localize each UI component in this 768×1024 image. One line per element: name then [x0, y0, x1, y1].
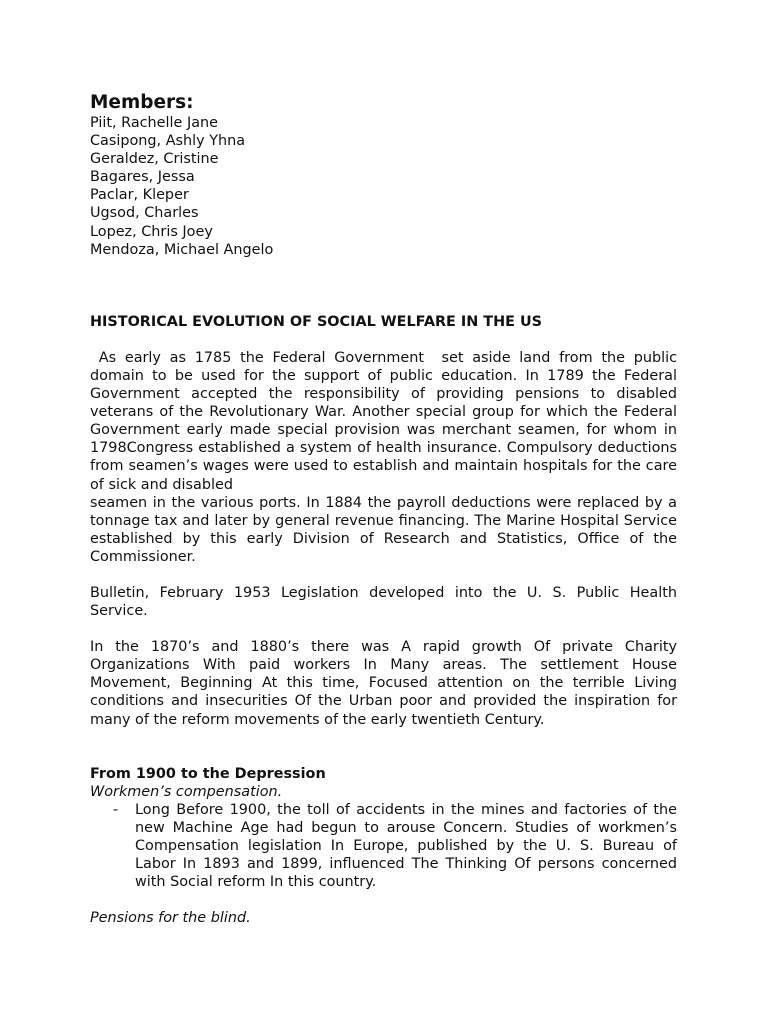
section-title-1900-depression: From 1900 to the Depression [90, 765, 326, 782]
member-name: Bagares, Jessa [90, 169, 195, 186]
member-name: Mendoza, Michael Angelo [90, 241, 274, 258]
paragraph-seamen-ports: seamen in the various ports. In 1884 the payroll deductions were replaced by a tonnage tax and later by general revenue financing. The Marine Hospital Service established by this early Division of Research and Statistics, Office of the Commissioner. [90, 494, 677, 565]
members-heading: Members: [90, 92, 194, 113]
subheading-pensions-blind: Pensions for the blind. [90, 910, 251, 927]
subheading-workmens-compensation: Workmen’s compensation. [90, 783, 283, 800]
member-name: Ugsod, Charles [90, 205, 199, 222]
paragraph-charity-organizations: In the 1870’s and 1880’s there was A rapid growth Of private Charity Organizations With paid workers In Many areas. The settlement House Movement, Beginning At this time, Focused attention on the terrible Living conditions and insecurities Of the Urban poor and provided the inspiration for many of the reform movements of the early twentieth Century. [90, 639, 677, 728]
members-list [90, 114, 677, 259]
member-name: Casipong, Ashly Yhna [90, 133, 246, 150]
bullet-dash: - [113, 801, 119, 818]
member-name: Geraldez, Cristine [90, 151, 219, 168]
bullet-text: Long Before 1900, the toll of accidents in the mines and factories of the new Machine Age had begun to arouse Concern. Studies of workmen’s Compensation legislation In Europe, published by the U. S. Bureau of Labor In 1893 and 1899, influenced The Thinking Of persons concerned with Social reform In this country. [135, 801, 677, 891]
bullet-item [90, 801, 677, 891]
document-page [90, 92, 682, 927]
paragraph-early-federal: As early as 1785 the Federal Government set aside land from the public domain to be used for the support of public education. In 1789 the Federal Government accepted the responsibility of providing pensions to disabled veterans of the Revolutionary War. Another special group for which the Federal Government early made special provision was merchant seamen, for whom in 1798Congress established a system of health insurance. Compulsory deductions from seamen’s wages were used to establish and maintain hospitals for the care of sick and disabled [90, 349, 682, 493]
paragraph-bulletin: Bulletin, February 1953 Legislation developed into the U. S. Public Health Service. [90, 584, 677, 620]
section-title-historical-evolution: HISTORICAL EVOLUTION OF SOCIAL WELFARE IN THE US [90, 313, 543, 330]
member-name: Lopez, Chris Joey [90, 223, 213, 240]
member-name: Paclar, Kleper [90, 187, 189, 204]
member-name: Piit, Rachelle Jane [90, 115, 218, 131]
